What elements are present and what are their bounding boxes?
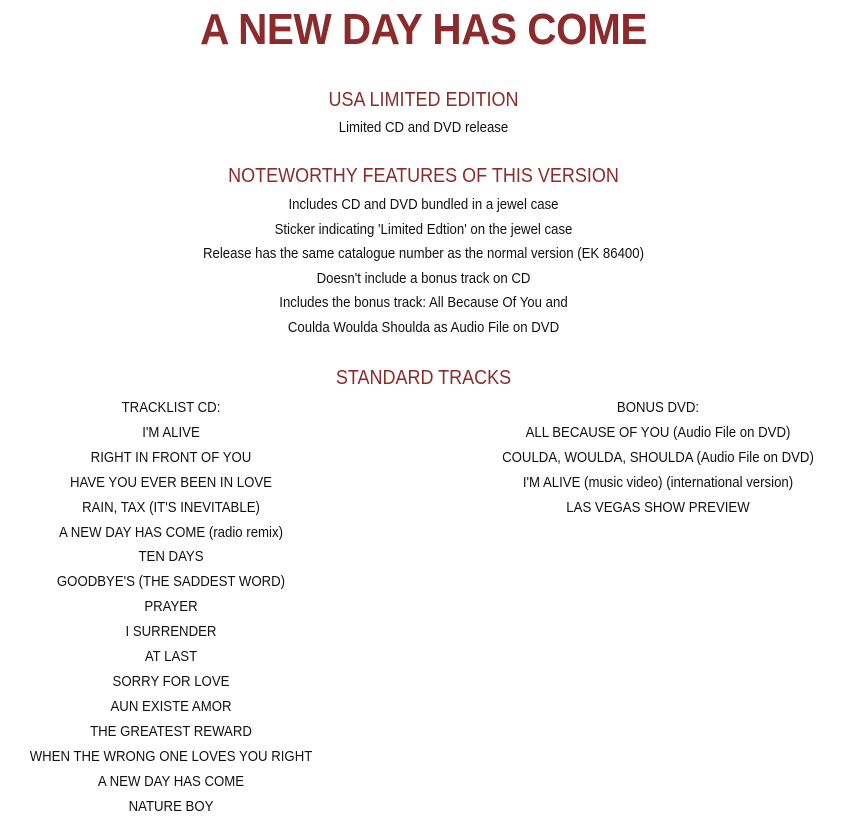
- dvd-tracklist-label: BONUS DVD:: [616, 399, 700, 416]
- cd-track: AUN EXISTE AMOR: [110, 697, 232, 715]
- dvd-track: ALL BECAUSE OF YOU (Audio File on DVD): [525, 423, 791, 441]
- cd-track: GOODBYE'S (THE SADDEST WORD): [56, 573, 286, 591]
- features-heading: NOTEWORTHY FEATURES OF THIS VERSION: [228, 165, 619, 187]
- dvd-track: LAS VEGAS SHOW PREVIEW: [566, 498, 750, 516]
- feature-item: Doesn't include a bonus track on CD: [316, 269, 531, 287]
- cd-track: RIGHT IN FRONT OF YOU: [90, 448, 252, 466]
- cd-track: WHEN THE WRONG ONE LOVES YOU RIGHT: [29, 747, 313, 765]
- feature-item: Release has the same catalogue number as the normal version (EK 86400): [203, 245, 644, 262]
- cd-track: THE GREATEST REWARD: [90, 722, 252, 740]
- cd-track: I'M ALIVE: [142, 423, 200, 441]
- cd-track: A NEW DAY HAS COME: [97, 772, 245, 790]
- cd-track: PRAYER: [144, 598, 198, 616]
- cd-track: HAVE YOU EVER BEEN IN LOVE: [70, 473, 272, 491]
- dvd-tracklist: [493, 396, 824, 521]
- page-title: A NEW DAY HAS COME: [200, 5, 647, 54]
- cd-tracklist-label: TRACKLIST CD:: [121, 399, 221, 416]
- features-list: [51, 193, 796, 340]
- feature-item: Coulda Woulda Shoulda as Audio File on DVD: [287, 318, 560, 336]
- dvd-track: I'M ALIVE (music video) (international version): [522, 473, 794, 491]
- cd-track: I SURRENDER: [125, 623, 217, 641]
- cd-track: AT LAST: [144, 648, 198, 666]
- dvd-track: COULDA, WOULDA, SHOULDA (Audio File on DVD): [502, 448, 814, 466]
- feature-item: Sticker indicating 'Limited Edtion' on the jewel case: [274, 220, 573, 238]
- standard-tracks-heading: STANDARD TRACKS: [335, 367, 512, 389]
- cd-track: A NEW DAY HAS COME (radio remix): [59, 523, 283, 541]
- feature-item: Includes the bonus track: All Because Of You and: [279, 294, 568, 311]
- cd-tracklist: [21, 396, 322, 819]
- cd-track: SORRY FOR LOVE: [112, 672, 230, 690]
- edition-description: Limited CD and DVD release: [338, 119, 509, 136]
- feature-item: Includes CD and DVD bundled in a jewel case: [288, 196, 559, 213]
- cd-track: RAIN, TAX (IT'S INEVITABLE): [82, 498, 260, 516]
- cd-track: NATURE BOY: [128, 797, 214, 815]
- edition-heading: USA LIMITED EDITION: [328, 89, 519, 111]
- cd-track: TEN DAYS: [138, 548, 204, 566]
